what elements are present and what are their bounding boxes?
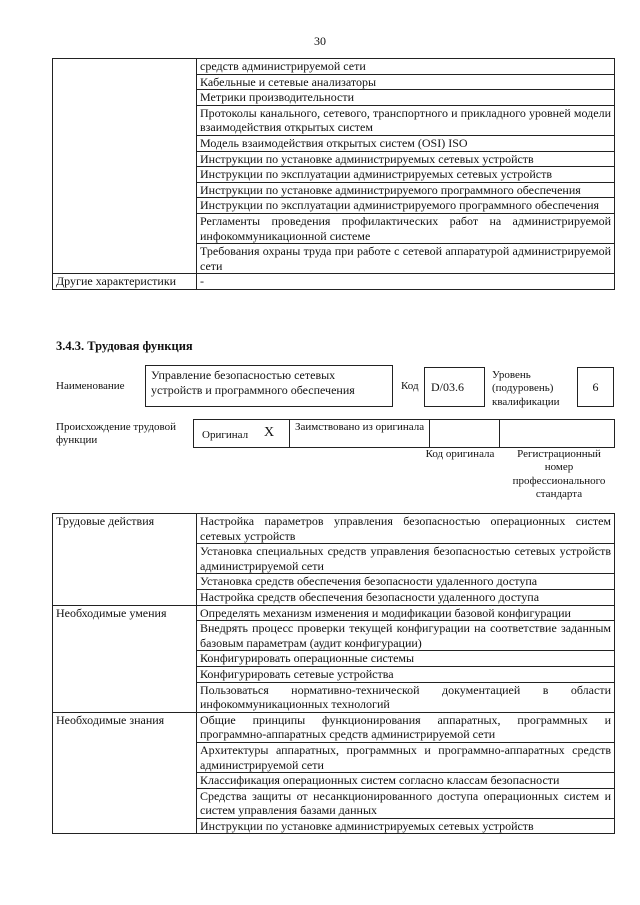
table-cell: Модель взаимодействия открытых систем (OSI) ISO (197, 135, 615, 151)
required-skills-label: Необходимые умения (53, 605, 197, 712)
table-cell: средств администрируемой сети (197, 59, 615, 75)
table-cell: Общие принципы функционирования аппаратных, программных и программно-аппаратных средств администрируемой сети (197, 712, 615, 742)
level-label: Уровень (подуровень) квалификации (492, 369, 560, 408)
table-row (53, 712, 615, 742)
table-cell: Инструкции по установке администрируемого программного обеспечения (197, 182, 615, 198)
table-cell: Внедрять процесс проверки текущей конфигурации на соответствие заданным базовым параметрам (аудит конфигурации) (197, 621, 615, 651)
level-box (577, 367, 614, 407)
table-cell: Пользоваться нормативно-технической документацией в области инфокоммуникационных технологий (197, 682, 615, 712)
table-cell: Конфигурировать сетевые устройства (197, 666, 615, 682)
table-row (53, 59, 615, 75)
table-cell: Инструкции по эксплуатации администрируемого программного обеспечения (197, 198, 615, 214)
table-cell: Протоколы канального, сетевого, транспортного и прикладного уровней модели взаимодействия открытых систем (197, 105, 615, 135)
table-cell: Метрики производительности (197, 90, 615, 106)
table-cell: Установка средств обеспечения безопасности удаленного доступа (197, 574, 615, 590)
code-box (424, 367, 485, 407)
borrowed-label: Заимствовано из оригинала (295, 421, 425, 433)
page-number: 30 (314, 34, 326, 48)
registration-number-caption: Регистрационный номер профессионального стандарта (512, 448, 606, 500)
table-row (53, 514, 615, 544)
function-name-value: Управление безопасностью сетевых устройств и программного обеспечения (151, 368, 355, 397)
table-cell: Архитектуры аппаратных, программных и программно-аппаратных средств администрируемой сети (197, 742, 615, 772)
table-cell: Конфигурировать операционные системы (197, 651, 615, 667)
origin-row-box (193, 419, 615, 448)
empty-label-cell (53, 59, 197, 274)
table-cell: Требования охраны труда при работе с сетевой аппаратурой администрируемой сети (197, 244, 615, 274)
table-row (53, 274, 615, 290)
table-cell: Настройка параметров управления безопасностью операционных систем сетевых устройств (197, 514, 615, 544)
table-row (53, 605, 615, 621)
table-cell: Инструкции по установке администрируемых сетевых устройств (197, 818, 615, 834)
origin-code-caption: Код оригинала (425, 448, 495, 460)
code-value: D/03.6 (431, 380, 464, 394)
required-knowledge-label: Необходимые знания (53, 712, 197, 834)
original-mark: X (264, 425, 275, 440)
other-characteristics-value: - (197, 274, 615, 290)
table-cell: Инструкции по установке администрируемых сетевых устройств (197, 151, 615, 167)
table-cell: Определять механизм изменения и модификации базовой конфигурации (197, 605, 615, 621)
table-cell: Средства защиты от несанкционированного доступа операционных систем и систем управления базами данных (197, 788, 615, 818)
other-characteristics-label: Другие характеристики (53, 274, 197, 290)
table-cell: Инструкции по эксплуатации администрируемых сетевых устройств (197, 167, 615, 183)
origin-label: Происхождение трудовой функции (56, 421, 177, 446)
labor-actions-label: Трудовые действия (53, 514, 197, 606)
function-name-box (145, 365, 393, 407)
level-value: 6 (592, 380, 599, 394)
original-label: Оригинал (202, 429, 249, 441)
labor-function-table (52, 513, 615, 834)
section-heading: 3.4.3. Трудовая функция (56, 339, 193, 353)
knowledge-table-continued (52, 58, 615, 290)
table-cell: Классификация операционных систем согласно классам безопасности (197, 773, 615, 789)
table-cell: Кабельные и сетевые анализаторы (197, 74, 615, 90)
table-cell: Настройка средств обеспечения безопасности удаленного доступа (197, 589, 615, 605)
code-label: Код (401, 380, 419, 392)
table-cell: Регламенты проведения профилактических работ на администрируемой инфокоммуникационной системе (197, 213, 615, 243)
name-label: Наименование (56, 380, 125, 392)
table-cell: Установка специальных средств управления безопасностью сетевых устройств администрируемой сети (197, 544, 615, 574)
